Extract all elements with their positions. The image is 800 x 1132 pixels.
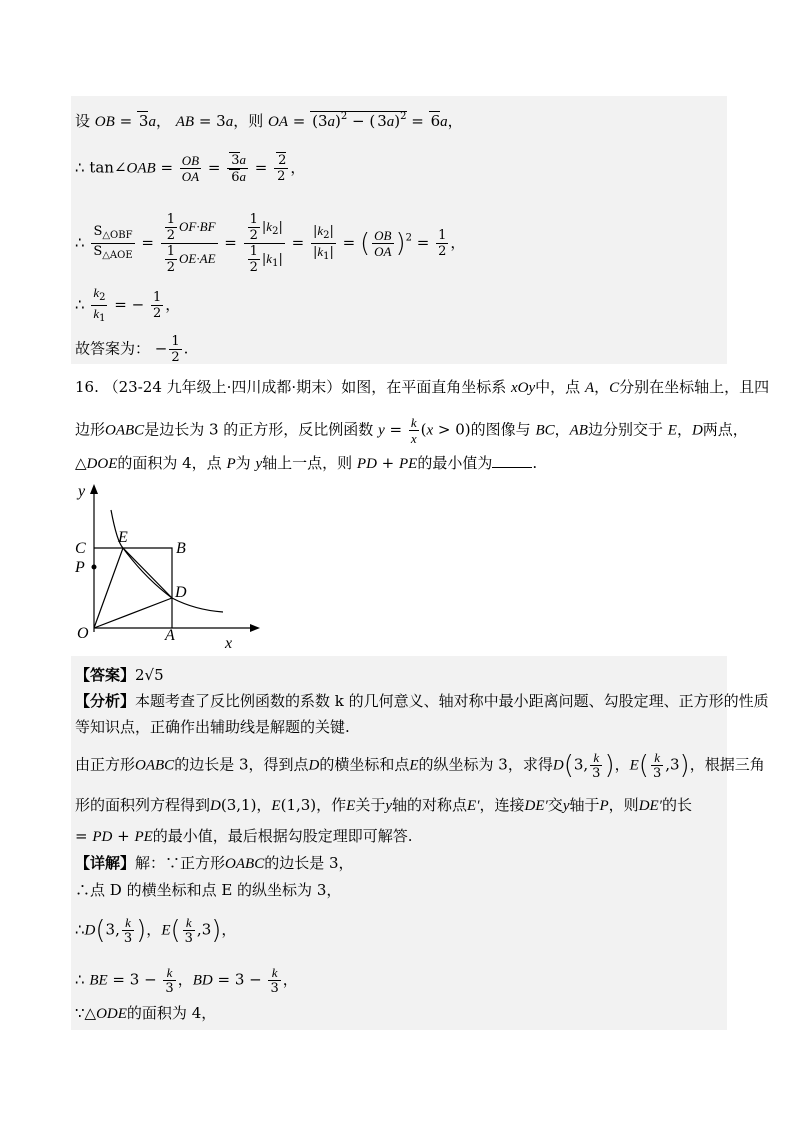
prev-line-1: 设 OB = 3a， AB = 3a，则 OA = $(3a)^2$ − ( 3a)$^2$ = 6a， <box>75 111 463 130</box>
label-p: P <box>75 559 85 576</box>
label-x: x <box>225 635 233 650</box>
problem-line-3: △DOE的面积为 4，点 P为 y轴上一点，则 PD + PE的最小值为 . <box>75 454 538 472</box>
segment-od <box>94 598 172 628</box>
prev-line-2: ∴ tan∠OAB = $\frac{OB}{OA}$ = $\frac{3a}{6a}$ = $\frac{2}{2}$ ， <box>75 152 306 185</box>
analysis-line-5: = PD + PE的最小值，最后根据勾股定理即可解答. <box>75 827 413 845</box>
point-p <box>92 565 97 570</box>
detail-line-3: ∴D(3, $\frac{k}{3}$ )，E( $\frac{k}{3}$ ,3)， <box>75 915 237 946</box>
analysis-line-3: 由正方形OABC的边长是 3，得到点D的横坐标和点E的纵坐标为 3，求得D(3, $\frac{k}{3}$ )，E( $\frac{k}{3}$ ,3)，根据三角 <box>75 750 765 781</box>
prev-line-3: ∴ $\frac{S_{\triangle OBF}}{S_{\triangle AOE}}$ = $\frac{1}{2}$ OF·BF $\frac{1}{2}$ OE·AE = $\frac{1}{2}$ $|k_2|$ $\frac{1}{2}$ $|k_1|$ = $\frac{|k_2|}{|k_1|}$ = ( $\frac{OB}{OA}$ )$^2$ = $\frac{1}{2}$ ， <box>75 212 466 275</box>
hyperbola-curve <box>111 510 223 612</box>
detail-line-2: ∴点 D 的横坐标和点 E 的纵坐标为 3， <box>75 881 342 899</box>
answer-line: 【答案】2√5 <box>75 666 164 684</box>
problem-line-2: 边形OABC是边长为 3 的正方形，反比例函数 y = $\frac{k}{x}$ (x > 0)的图像与 BC，AB边分别交于 E，D两点， <box>75 415 748 446</box>
detail-line-1: 【详解】解：∵正方形OABC的边长是 3， <box>75 854 354 872</box>
problem-line-1: 16. （23-24 九年级上·四川成都·期末）如图，在平面直角坐标系 xOy中，点 A，C分别在坐标轴上，且四 <box>75 378 770 396</box>
label-y: y <box>78 483 86 500</box>
y-axis-arrow <box>90 484 98 494</box>
detail-line-4: ∴ BE = 3 − $\frac{k}{3}$ ，BD = 3 − $\frac{k}{3}$ ， <box>75 965 298 996</box>
label-o: O <box>77 625 89 642</box>
geometry-figure <box>65 480 265 650</box>
detail-line-5: ∵△ODE的面积为 4， <box>75 1004 217 1022</box>
x-axis-arrow <box>250 624 260 632</box>
label-a: A <box>165 627 175 644</box>
analysis-line-1: 【分析】本题考查了反比例函数的系数 k 的几何意义、轴对称中最小距离问题、勾股定理、正方形的性质 <box>75 692 769 710</box>
label-b: B <box>176 540 186 557</box>
segment-ed <box>123 548 172 598</box>
segment-oe <box>94 548 123 628</box>
answer-blank <box>492 453 532 468</box>
analysis-line-4: 形的面积列方程得到D(3,1)，E(1,3)，作E关于y轴的对称点E′，连接DE′交y轴于P，则DE′的长 <box>75 796 692 814</box>
label-d: D <box>175 584 187 601</box>
label-e: E <box>118 529 128 546</box>
analysis-line-2: 等知识点，正确作出辅助线是解题的关键. <box>75 718 350 736</box>
prev-answer: 故答案为： − $\frac{1}{2}$ . <box>75 334 189 365</box>
label-c: C <box>75 540 86 557</box>
prev-line-4: ∴ $\frac{k_2}{k_1}$ = − $\frac{1}{2}$ ， <box>75 285 181 324</box>
